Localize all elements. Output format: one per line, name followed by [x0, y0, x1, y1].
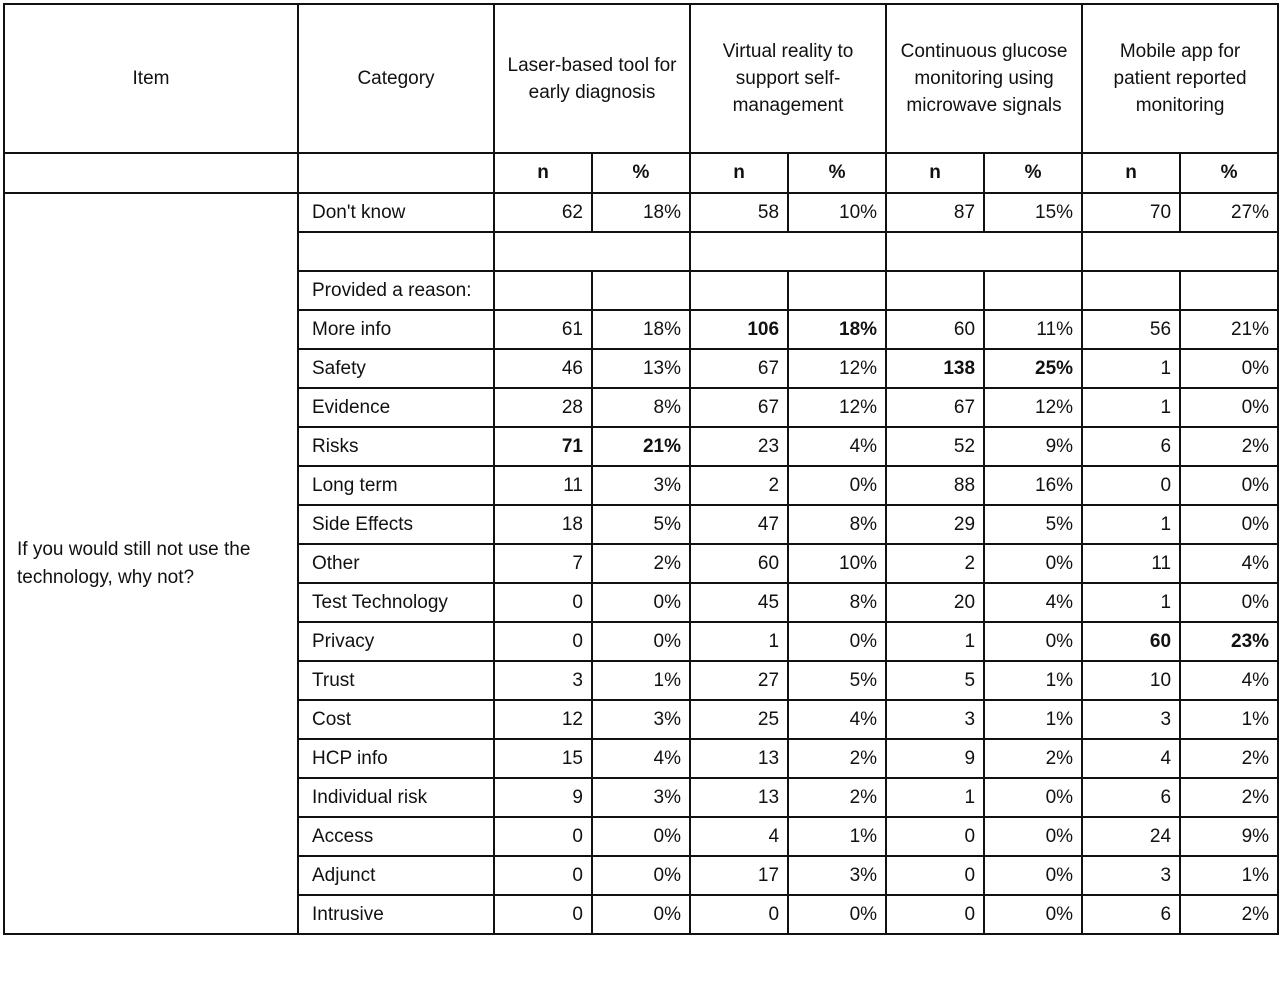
value-cell [788, 271, 886, 310]
value-cell: 3% [788, 856, 886, 895]
value-cell: 0 [1082, 466, 1180, 505]
value-cell: 0% [984, 622, 1082, 661]
subheader-row [4, 153, 1278, 193]
value-cell: 5% [984, 505, 1082, 544]
value-cell: 0% [984, 778, 1082, 817]
tech-header-mobile: Mobile app for patient reported monitoring [1082, 4, 1278, 153]
value-cell: 5% [592, 505, 690, 544]
value-cell: 27 [690, 661, 788, 700]
value-cell: 9 [494, 778, 592, 817]
spacer-cell [1082, 232, 1278, 271]
provided-reason-label: Provided a reason: [298, 271, 494, 310]
subheader-pct: % [1180, 153, 1278, 193]
value-cell [1082, 271, 1180, 310]
value-cell: 8% [788, 583, 886, 622]
value-cell: 0% [1180, 388, 1278, 427]
value-cell: 27% [1180, 193, 1278, 232]
value-cell: 29 [886, 505, 984, 544]
value-cell: 0 [690, 895, 788, 934]
value-cell: 106 [690, 310, 788, 349]
category-cell: Intrusive [298, 895, 494, 934]
value-cell: 2 [690, 466, 788, 505]
value-cell: 1% [788, 817, 886, 856]
value-cell: 12% [788, 388, 886, 427]
value-cell: 3% [592, 700, 690, 739]
spacer-cell [886, 232, 1082, 271]
value-cell: 8% [592, 388, 690, 427]
value-cell: 1 [1082, 349, 1180, 388]
value-cell: 0 [886, 817, 984, 856]
value-cell: 13 [690, 739, 788, 778]
category-cell: Evidence [298, 388, 494, 427]
value-cell: 23% [1180, 622, 1278, 661]
value-cell: 60 [886, 310, 984, 349]
category-cell: Individual risk [298, 778, 494, 817]
category-cell: Adjunct [298, 856, 494, 895]
value-cell: 1 [690, 622, 788, 661]
value-cell [1180, 271, 1278, 310]
category-cell: Trust [298, 661, 494, 700]
value-cell: 11% [984, 310, 1082, 349]
value-cell [886, 271, 984, 310]
value-cell: 4 [1082, 739, 1180, 778]
value-cell: 0% [592, 622, 690, 661]
value-cell: 67 [690, 388, 788, 427]
value-cell: 0% [984, 895, 1082, 934]
value-cell: 13% [592, 349, 690, 388]
category-cell: Side Effects [298, 505, 494, 544]
value-cell: 0 [886, 895, 984, 934]
value-cell: 0% [1180, 583, 1278, 622]
value-cell: 11 [494, 466, 592, 505]
value-cell: 62 [494, 193, 592, 232]
value-cell: 9% [984, 427, 1082, 466]
value-cell: 52 [886, 427, 984, 466]
value-cell [984, 271, 1082, 310]
value-cell: 10% [788, 193, 886, 232]
header-row [4, 4, 1278, 153]
spacer-cell [690, 232, 886, 271]
value-cell: 18% [592, 310, 690, 349]
value-cell: 1 [1082, 505, 1180, 544]
category-cell: Privacy [298, 622, 494, 661]
category-cell: More info [298, 310, 494, 349]
value-cell: 0% [592, 856, 690, 895]
value-cell: 25% [984, 349, 1082, 388]
value-cell: 25 [690, 700, 788, 739]
value-cell: 0 [494, 856, 592, 895]
value-cell: 2% [788, 739, 886, 778]
value-cell: 17 [690, 856, 788, 895]
value-cell: 4 [690, 817, 788, 856]
value-cell: 21% [1180, 310, 1278, 349]
value-cell: 18% [788, 310, 886, 349]
value-cell: 0% [984, 817, 1082, 856]
value-cell: 7 [494, 544, 592, 583]
value-cell: 0% [592, 895, 690, 934]
value-cell: 88 [886, 466, 984, 505]
value-cell: 24 [1082, 817, 1180, 856]
value-cell: 2% [788, 778, 886, 817]
value-cell: 1% [984, 700, 1082, 739]
value-cell: 0% [788, 466, 886, 505]
subheader-n: n [1082, 153, 1180, 193]
value-cell: 18 [494, 505, 592, 544]
category-cell: Other [298, 544, 494, 583]
value-cell: 0% [1180, 505, 1278, 544]
value-cell: 67 [886, 388, 984, 427]
category-header: Category [298, 4, 494, 153]
value-cell: 1% [592, 661, 690, 700]
value-cell: 3 [1082, 700, 1180, 739]
value-cell: 13 [690, 778, 788, 817]
value-cell: 1 [1082, 388, 1180, 427]
subheader-empty-category [298, 153, 494, 193]
category-cell: Safety [298, 349, 494, 388]
value-cell: 4% [1180, 661, 1278, 700]
subheader-pct: % [984, 153, 1082, 193]
value-cell: 87 [886, 193, 984, 232]
results-table [3, 3, 1279, 935]
value-cell: 0% [788, 895, 886, 934]
value-cell: 12% [788, 349, 886, 388]
value-cell: 0 [886, 856, 984, 895]
value-cell: 3% [592, 778, 690, 817]
value-cell: 1% [1180, 700, 1278, 739]
value-cell: 2% [1180, 427, 1278, 466]
value-cell: 61 [494, 310, 592, 349]
tech-header-glucose: Continuous glucose monitoring using microwave signals [886, 4, 1082, 153]
value-cell: 1% [1180, 856, 1278, 895]
value-cell: 0% [984, 544, 1082, 583]
value-cell: 0 [494, 817, 592, 856]
value-cell: 0 [494, 622, 592, 661]
value-cell: 70 [1082, 193, 1180, 232]
value-cell: 0 [494, 583, 592, 622]
value-cell: 15 [494, 739, 592, 778]
value-cell: 12% [984, 388, 1082, 427]
dont-know-row [4, 193, 1278, 232]
value-cell: 0% [592, 817, 690, 856]
value-cell: 10% [788, 544, 886, 583]
subheader-pct: % [788, 153, 886, 193]
category-cell: Cost [298, 700, 494, 739]
value-cell: 2 [886, 544, 984, 583]
value-cell: 0% [984, 856, 1082, 895]
category-cell: Risks [298, 427, 494, 466]
value-cell: 3 [1082, 856, 1180, 895]
subheader-empty-item [4, 153, 298, 193]
value-cell: 0% [592, 583, 690, 622]
value-cell: 2% [1180, 895, 1278, 934]
value-cell: 0% [788, 622, 886, 661]
value-cell: 4% [592, 739, 690, 778]
value-cell: 5 [886, 661, 984, 700]
value-cell: 0 [494, 895, 592, 934]
subheader-n: n [494, 153, 592, 193]
value-cell: 1 [886, 622, 984, 661]
value-cell [690, 271, 788, 310]
subheader-pct: % [592, 153, 690, 193]
value-cell: 1 [886, 778, 984, 817]
value-cell: 60 [690, 544, 788, 583]
category-cell: Long term [298, 466, 494, 505]
value-cell [494, 271, 592, 310]
value-cell: 0% [1180, 466, 1278, 505]
tech-header-vr: Virtual reality to support self-management [690, 4, 886, 153]
value-cell: 12 [494, 700, 592, 739]
spacer-cell [494, 232, 690, 271]
subheader-n: n [886, 153, 984, 193]
value-cell: 138 [886, 349, 984, 388]
value-cell: 47 [690, 505, 788, 544]
item-question-cell: If you would still not use the technology, why not? [4, 193, 298, 934]
value-cell: 3 [494, 661, 592, 700]
value-cell: 56 [1082, 310, 1180, 349]
value-cell: 5% [788, 661, 886, 700]
value-cell: 15% [984, 193, 1082, 232]
tech-header-laser: Laser-based tool for early diagnosis [494, 4, 690, 153]
value-cell: 9% [1180, 817, 1278, 856]
value-cell: 16% [984, 466, 1082, 505]
value-cell: 11 [1082, 544, 1180, 583]
value-cell: 2% [984, 739, 1082, 778]
value-cell: 46 [494, 349, 592, 388]
value-cell: 2% [1180, 778, 1278, 817]
value-cell: 28 [494, 388, 592, 427]
subheader-n: n [690, 153, 788, 193]
value-cell: 2% [1180, 739, 1278, 778]
category-cell: Don't know [298, 193, 494, 232]
value-cell: 4% [788, 700, 886, 739]
spacer-cell [298, 232, 494, 271]
value-cell: 1 [1082, 583, 1180, 622]
category-cell: Access [298, 817, 494, 856]
value-cell: 60 [1082, 622, 1180, 661]
value-cell: 67 [690, 349, 788, 388]
value-cell: 3% [592, 466, 690, 505]
value-cell: 23 [690, 427, 788, 466]
category-cell: HCP info [298, 739, 494, 778]
value-cell: 6 [1082, 427, 1180, 466]
value-cell: 18% [592, 193, 690, 232]
value-cell: 9 [886, 739, 984, 778]
value-cell: 8% [788, 505, 886, 544]
value-cell: 3 [886, 700, 984, 739]
category-cell: Test Technology [298, 583, 494, 622]
value-cell: 4% [984, 583, 1082, 622]
value-cell: 6 [1082, 778, 1180, 817]
value-cell: 0% [1180, 349, 1278, 388]
value-cell: 58 [690, 193, 788, 232]
value-cell: 10 [1082, 661, 1180, 700]
value-cell: 4% [788, 427, 886, 466]
item-header: Item [4, 4, 298, 153]
value-cell: 20 [886, 583, 984, 622]
value-cell: 6 [1082, 895, 1180, 934]
value-cell: 21% [592, 427, 690, 466]
value-cell: 2% [592, 544, 690, 583]
value-cell: 71 [494, 427, 592, 466]
value-cell: 4% [1180, 544, 1278, 583]
value-cell [592, 271, 690, 310]
value-cell: 1% [984, 661, 1082, 700]
value-cell: 45 [690, 583, 788, 622]
